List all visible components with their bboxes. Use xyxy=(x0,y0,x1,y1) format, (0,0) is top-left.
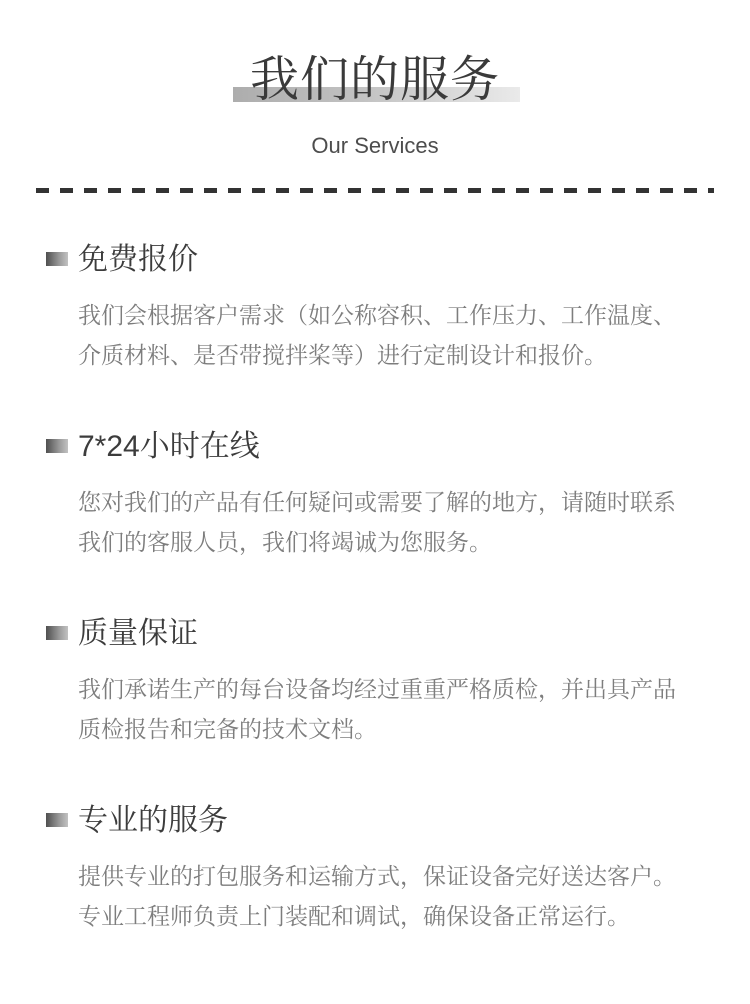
service-description xyxy=(78,669,718,749)
description-line: 您对我们的产品有任何疑问或需要了解的地方，请随时联系 xyxy=(78,489,676,515)
dashed-divider xyxy=(36,188,714,193)
service-item-free-quote xyxy=(46,242,718,375)
service-description xyxy=(78,856,718,936)
service-item-online-support xyxy=(46,429,718,562)
section-header xyxy=(0,0,750,159)
description-line: 专业工程师负责上门装配和调试，确保设备正常运行。 xyxy=(78,903,630,929)
description-line: 介质材料、是否带搅拌桨等）进行定制设计和报价。 xyxy=(78,342,607,368)
service-title: 质量保证 xyxy=(78,617,198,650)
square-bullet-icon xyxy=(46,626,68,640)
service-item-quality-guarantee xyxy=(46,616,718,749)
description-line: 提供专业的打包服务和运输方式，保证设备完好送达客户。 xyxy=(78,863,676,889)
page-subtitle: Our Services xyxy=(311,133,439,158)
description-line: 我们承诺生产的每台设备均经过重重严格质检，并出具产品 xyxy=(78,676,676,702)
service-heading xyxy=(46,803,718,839)
service-heading xyxy=(46,429,718,465)
service-description xyxy=(78,295,718,375)
service-heading xyxy=(46,616,718,652)
services-list xyxy=(0,242,750,936)
service-item-professional-service xyxy=(46,803,718,936)
service-title: 免费报价 xyxy=(78,243,198,276)
service-description xyxy=(78,482,718,562)
square-bullet-icon xyxy=(46,813,68,827)
page-title: 我们的服务 xyxy=(249,53,500,107)
description-line: 我们的客服人员，我们将竭诚为您服务。 xyxy=(78,529,492,555)
description-line: 我们会根据客户需求（如公称容积、工作压力、工作温度、 xyxy=(78,302,676,328)
title-wrap xyxy=(250,51,500,109)
description-line: 质检报告和完备的技术文档。 xyxy=(78,716,377,742)
service-title: 7*24小时在线 xyxy=(78,430,260,463)
square-bullet-icon xyxy=(46,252,68,266)
service-title: 专业的服务 xyxy=(78,804,228,837)
service-heading xyxy=(46,242,718,278)
square-bullet-icon xyxy=(46,439,68,453)
